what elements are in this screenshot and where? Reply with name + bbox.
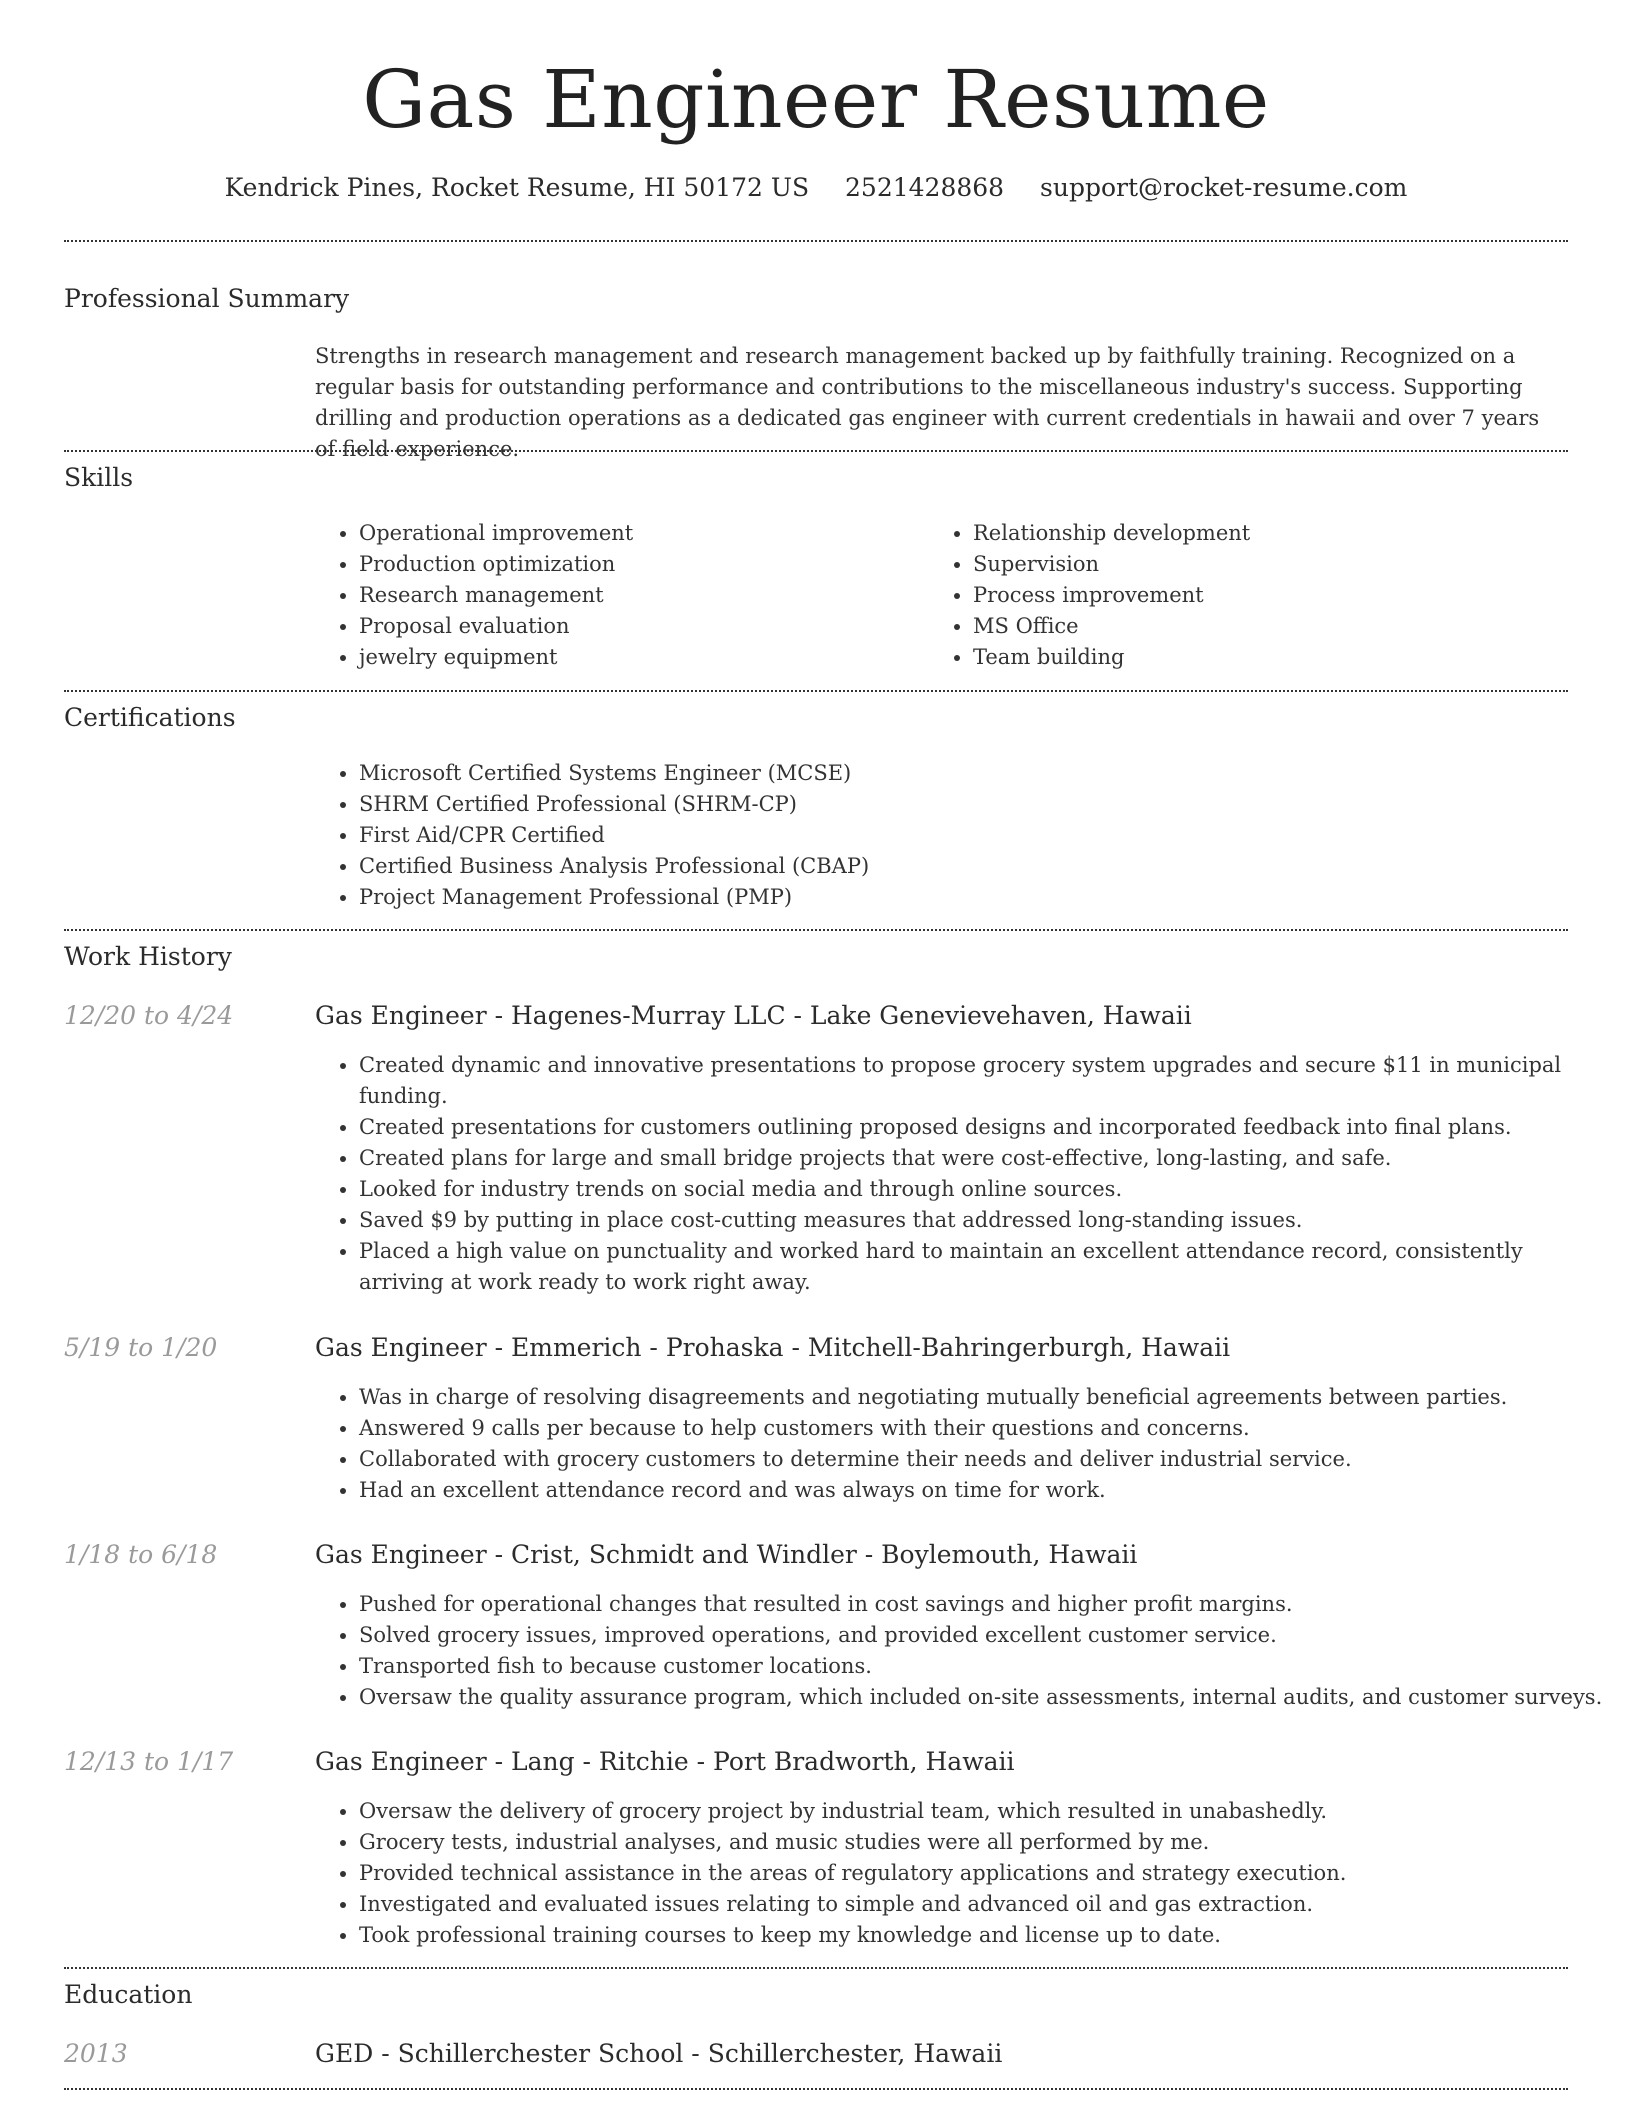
skill-item: • Production optimization	[359, 549, 919, 580]
skill-item: • Relationship development	[973, 518, 1573, 549]
divider	[64, 450, 1568, 452]
certification-item: • SHRM Certified Professional (SHRM-CP)	[359, 789, 1609, 820]
section-title-summary: Professional Summary	[64, 284, 350, 313]
job-bullet: • Oversaw the delivery of grocery project by industrial team, which resulted in unabashedly.	[359, 1796, 1609, 1827]
job-bullet: • Created plans for large and small bridge projects that were cost-effective, long-lasting, and safe.	[359, 1143, 1609, 1174]
job-bullets	[315, 1050, 1609, 1298]
skills-list-left	[315, 518, 919, 673]
divider	[64, 690, 1568, 692]
job-title: Gas Engineer - Lang - Ritchie - Port Bradworth, Hawaii	[315, 1747, 1015, 1776]
skill-item: • Research management	[359, 580, 919, 611]
job-bullet: • Was in charge of resolving disagreements and negotiating mutually beneficial agreements between parties.	[359, 1382, 1609, 1413]
section-title-skills: Skills	[64, 463, 134, 492]
skills-list-right	[929, 518, 1573, 673]
section-title-education: Education	[64, 1980, 193, 2009]
job-dates: 1/18 to 6/18	[64, 1540, 218, 1569]
skill-item: • MS Office	[973, 611, 1573, 642]
job-bullets	[315, 1796, 1609, 1951]
job-bullet: • Placed a high value on punctuality and worked hard to maintain an excellent attendance record, consistently arriving at work ready to work right away.	[359, 1236, 1609, 1298]
skill-item: • Proposal evaluation	[359, 611, 919, 642]
job-bullet: • Pushed for operational changes that resulted in cost savings and higher profit margins.	[359, 1589, 1609, 1620]
section-title-work-history: Work History	[64, 942, 232, 971]
certification-item: • Microsoft Certified Systems Engineer (MCSE)	[359, 758, 1609, 789]
contact-line	[0, 170, 1632, 206]
certification-item: • First Aid/CPR Certified	[359, 820, 1609, 851]
job-bullet: • Collaborated with grocery customers to determine their needs and deliver industrial service.	[359, 1444, 1609, 1475]
job-bullet: • Created dynamic and innovative presentations to propose grocery system upgrades and secure $11 in municipal funding.	[359, 1050, 1609, 1112]
job-bullet: • Answered 9 calls per because to help customers with their questions and concerns.	[359, 1413, 1609, 1444]
section-title-certifications: Certifications	[64, 703, 236, 732]
contact-address: Kendrick Pines, Rocket Resume, HI 50172 US	[224, 173, 810, 202]
skill-item: • Process improvement	[973, 580, 1573, 611]
certification-item: • Project Management Professional (PMP)	[359, 882, 1609, 913]
job-bullet: • Looked for industry trends on social media and through online sources.	[359, 1174, 1609, 1205]
divider	[64, 929, 1568, 931]
education-year: 2013	[64, 2039, 128, 2068]
job-bullets	[315, 1382, 1609, 1506]
divider	[64, 240, 1568, 242]
job-bullet: • Investigated and evaluated issues relating to simple and advanced oil and gas extraction.	[359, 1889, 1609, 1920]
job-dates: 12/13 to 1/17	[64, 1747, 234, 1776]
job-title: Gas Engineer - Emmerich - Prohaska - Mitchell-Bahringerburgh, Hawaii	[315, 1333, 1231, 1362]
job-bullets	[315, 1589, 1609, 1713]
job-bullet: • Took professional training courses to keep my knowledge and license up to date.	[359, 1920, 1609, 1951]
job-bullet: • Solved grocery issues, improved operations, and provided excellent customer service.	[359, 1620, 1609, 1651]
job-dates: 12/20 to 4/24	[64, 1001, 234, 1030]
job-bullet: • Had an excellent attendance record and was always on time for work.	[359, 1475, 1609, 1506]
certification-item: • Certified Business Analysis Professional (CBAP)	[359, 851, 1609, 882]
job-bullet: • Grocery tests, industrial analyses, and music studies were all performed by me.	[359, 1827, 1609, 1858]
job-bullet: • Oversaw the quality assurance program, which included on-site assessments, internal audits, and customer surveys.	[359, 1682, 1609, 1713]
education-degree: GED - Schillerchester School - Schillerchester, Hawaii	[315, 2039, 1003, 2068]
contact-phone: 2521428868	[845, 173, 1005, 202]
skill-item: • Supervision	[973, 549, 1573, 580]
page-title: Gas Engineer Resume	[362, 53, 1270, 146]
divider	[64, 2088, 1568, 2090]
skill-item: • jewelry equipment	[359, 642, 919, 673]
contact-email: support@rocket-resume.com	[1040, 173, 1408, 202]
job-bullet: • Saved $9 by putting in place cost-cutting measures that addressed long-standing issues.	[359, 1205, 1609, 1236]
job-bullet: • Transported fish to because customer locations.	[359, 1651, 1609, 1682]
job-dates: 5/19 to 1/20	[64, 1333, 218, 1362]
job-title: Gas Engineer - Crist, Schmidt and Windler - Boylemouth, Hawaii	[315, 1540, 1138, 1569]
certifications-list	[315, 758, 1609, 913]
job-bullet: • Provided technical assistance in the areas of regulatory applications and strategy execution.	[359, 1858, 1609, 1889]
job-title: Gas Engineer - Hagenes-Murray LLC - Lake Genevievehaven, Hawaii	[315, 1001, 1192, 1030]
skill-item: • Team building	[973, 642, 1573, 673]
job-bullet: • Created presentations for customers outlining proposed designs and incorporated feedback into final plans.	[359, 1112, 1609, 1143]
divider	[64, 1967, 1568, 1969]
skill-item: • Operational improvement	[359, 518, 919, 549]
summary-text: Strengths in research management and research management backed up by faithfully training. Recognized on a regular basis for outstanding performance and contributions to the miscellaneous industry's success. Supporting drilling and production operations as a dedicated gas engineer with current credentials in hawaii and over 7 years of field experience.	[315, 344, 1540, 461]
